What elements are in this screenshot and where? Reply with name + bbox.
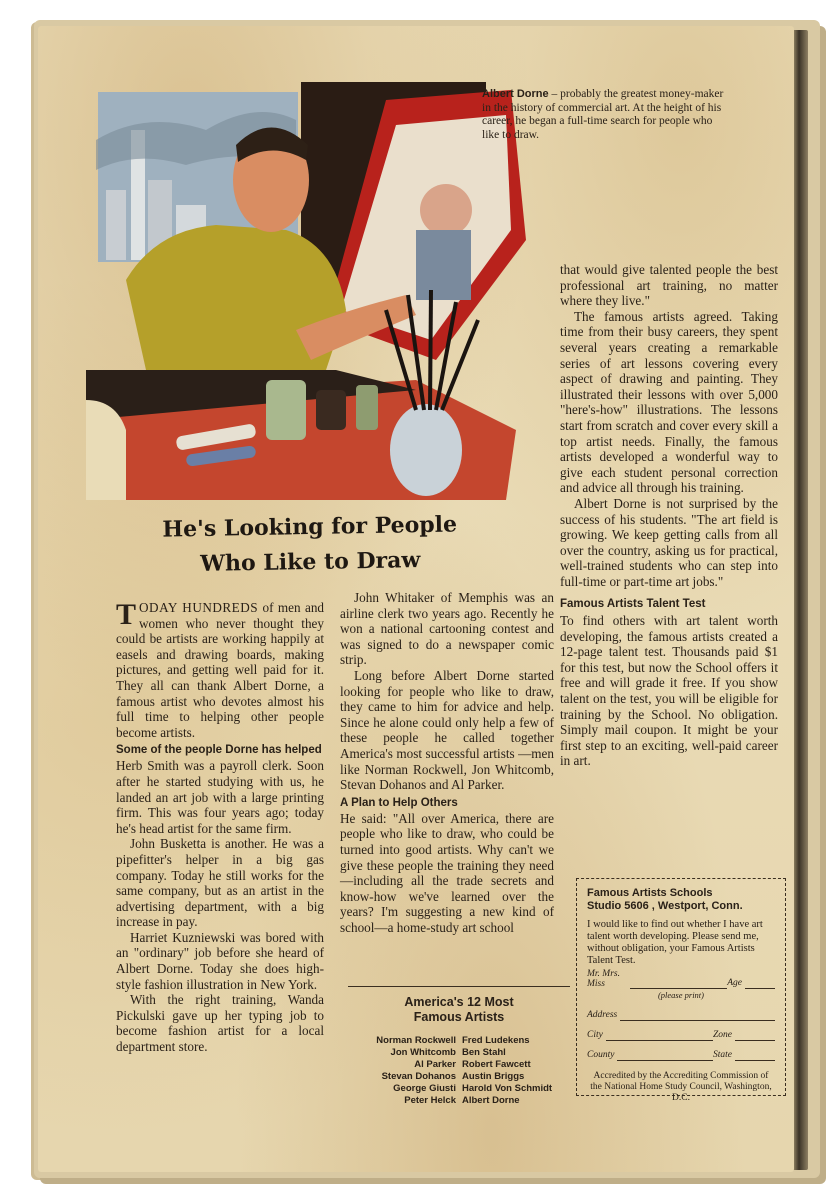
canvas-figure-body [416, 230, 471, 300]
paint-jar [356, 385, 378, 430]
state-field[interactable] [735, 1060, 775, 1061]
coupon-address: Studio 5606 , Westport, Conn. [587, 900, 743, 912]
paragraph: The famous artists agreed. Taking time from their busy careers, they spent several years creating a remarkable series of art lessons covering every aspect of drawing and painting. They illustrated their lessons with over 5,000 "here's-how" illustrations. The lessons start from scratch and cover every skill a top artist needs. Finally, the famous artists developed a wonderful way to give each student personal correction and advice all through his training. [560, 308, 778, 496]
address-field[interactable] [620, 1020, 775, 1021]
column-3 [560, 262, 778, 769]
artist-name: Austin Briggs [462, 1071, 525, 1082]
state-label: State [713, 1050, 732, 1060]
name-line[interactable] [587, 969, 775, 989]
column-2 [340, 590, 554, 935]
coupon-body: I would like to find out whether I have art talent worth developing. Please send me, without obligation, your Famous Artists Talent Test. [587, 919, 763, 966]
artists-grid [348, 1035, 570, 1107]
paragraph: John Busketta is another. He was a pipefitter's helper in a big gas company. Today he still works for the same company, but as an artist in the advertising department, with a big increase in pay. [116, 836, 324, 930]
column-1 [116, 600, 324, 1055]
artist-name: Fred Ludekens [462, 1035, 530, 1046]
brush-jar [390, 404, 462, 496]
paragraph: With the right training, Wanda Pickulski gave up her typing job to become fashion artist for a local department store. [116, 992, 324, 1055]
intro-paragraph [116, 600, 324, 740]
city-field[interactable] [606, 1040, 713, 1041]
intro-smallcaps: ODAY HUNDREDS [139, 600, 259, 615]
artists-title [348, 986, 570, 1025]
artist-name: Stevan Dohanos [381, 1071, 456, 1082]
drop-cap: T [116, 598, 137, 631]
subhead-plan: A Plan to Help Others [340, 796, 458, 809]
paragraph: Long before Albert Dorne started looking for people who like to draw, they came to him for advice and help. Since he alone could only help a few of these people he called together America's most successful artists —men like Norman Rockwell, Jon Whitcomb, Stevan Dohanos and Al Parker. [340, 667, 554, 793]
zone-field[interactable] [735, 1040, 775, 1041]
paragraph: that would give talented people the best professional art training, no matter where they live." [560, 262, 778, 309]
paint-jar [316, 390, 346, 430]
age-label: Age [727, 978, 742, 988]
county-line[interactable] [587, 1047, 775, 1061]
headline-line-2: Who Like to Draw [200, 547, 421, 577]
paragraph: He said: "All over America, there are people who like to draw, who could be turned into good artists. Why can't we give these people the training they need—including all the trade secrets and know-how we've learned over the years? I'm suggesting a new kind of school—a home-study art school [340, 810, 554, 935]
age-field[interactable] [745, 988, 775, 989]
caption-text: – probably the greatest money-maker in the history of commercial art. At the height of his career, he began a full-time search for people who like to draw. [482, 88, 724, 141]
artist-name: Peter Helck [404, 1095, 456, 1106]
caption-name: Albert Dorne [482, 88, 549, 100]
mail-coupon[interactable] [576, 878, 786, 1103]
artists-title-line-1: America's 12 Most [404, 995, 514, 1009]
intro-text: of men and women who never thought they could be artists are working happily at easels and drawing boards, making pictures, and getting well paid for it. They all can thank Albert Dorne, a famous artist who devotes almost his full time to helping other people become artists. [116, 600, 325, 740]
albert-dorne-illustration [86, 70, 536, 500]
county-label: County [587, 1050, 615, 1060]
subhead-talent-test: Famous Artists Talent Test [560, 598, 706, 611]
address-label: Address [587, 1010, 618, 1020]
paragraph: Harriet Kuzniewski was bored with an "ordinary" job before she heard of Albert Dorne. Today she does high-style fashion illustration in New York. [116, 929, 324, 992]
salutation-label: Mr. Mrs. Miss [587, 969, 620, 989]
artist-name: Norman Rockwell [376, 1035, 456, 1046]
accreditation-note: Accredited by the Accrediting Commission of the National Home Study Council, Washington, D.C. [590, 1071, 772, 1103]
city-label: City [587, 1030, 603, 1040]
county-field[interactable] [617, 1060, 713, 1061]
paragraph: Herb Smith was a payroll clerk. Soon after he started studying with us, he landed an art job with a large printing firm. This was four years ago; today he's head artist for the same firm. [116, 758, 324, 836]
city-line[interactable] [587, 1027, 775, 1041]
headline [109, 507, 510, 584]
paint-jar [266, 380, 306, 440]
artist-name: Al Parker [414, 1059, 456, 1070]
headline-line-1: He's Looking for People [162, 511, 458, 543]
artist-name: Ben Stahl [462, 1047, 506, 1058]
illustration-caption [482, 88, 732, 142]
paragraph: John Whitaker of Memphis was an airline clerk two years ago. Recently he won a national cartooning contest and was signed to do a newspaper comic strip. [340, 590, 554, 668]
building [106, 190, 126, 260]
artist-name: Robert Fawcett [462, 1059, 531, 1070]
coupon-form [587, 969, 775, 1061]
paragraph: To find others with art talent worth developing, the famous artists created a 12-page talent test. Thousands paid $1 for this test, but now the School offers it free and will grade it free. If you show talent on the test, you will be eligible for training by the School. No obligation. Simply mail coupon. It might be your first step to an exciting, well-paid career in art. [560, 613, 778, 769]
artist-name: George Giusti [393, 1083, 456, 1094]
artist-name: Harold Von Schmidt [462, 1083, 553, 1094]
print-hint: (please print) [657, 990, 705, 1000]
artist-name: Albert Dorne [462, 1095, 520, 1106]
canvas-figure [420, 184, 472, 236]
subhead-people-helped: Some of the people Dorne has helped [116, 744, 322, 757]
artists-title-line-2: Famous Artists [413, 1010, 505, 1024]
coupon-school-name: Famous Artists Schools [587, 887, 713, 899]
zone-label: Zone [713, 1030, 732, 1040]
address-line[interactable] [587, 1007, 775, 1021]
artist-name: Jon Whitcomb [390, 1047, 456, 1058]
paragraph: Albert Dorne is not surprised by the success of his students. "The art field is growing. We keep getting calls from all over the country, asking us for practical, well-trained students who can step into full-time or part-time art jobs." [560, 495, 778, 589]
famous-artists-list [348, 986, 570, 1107]
